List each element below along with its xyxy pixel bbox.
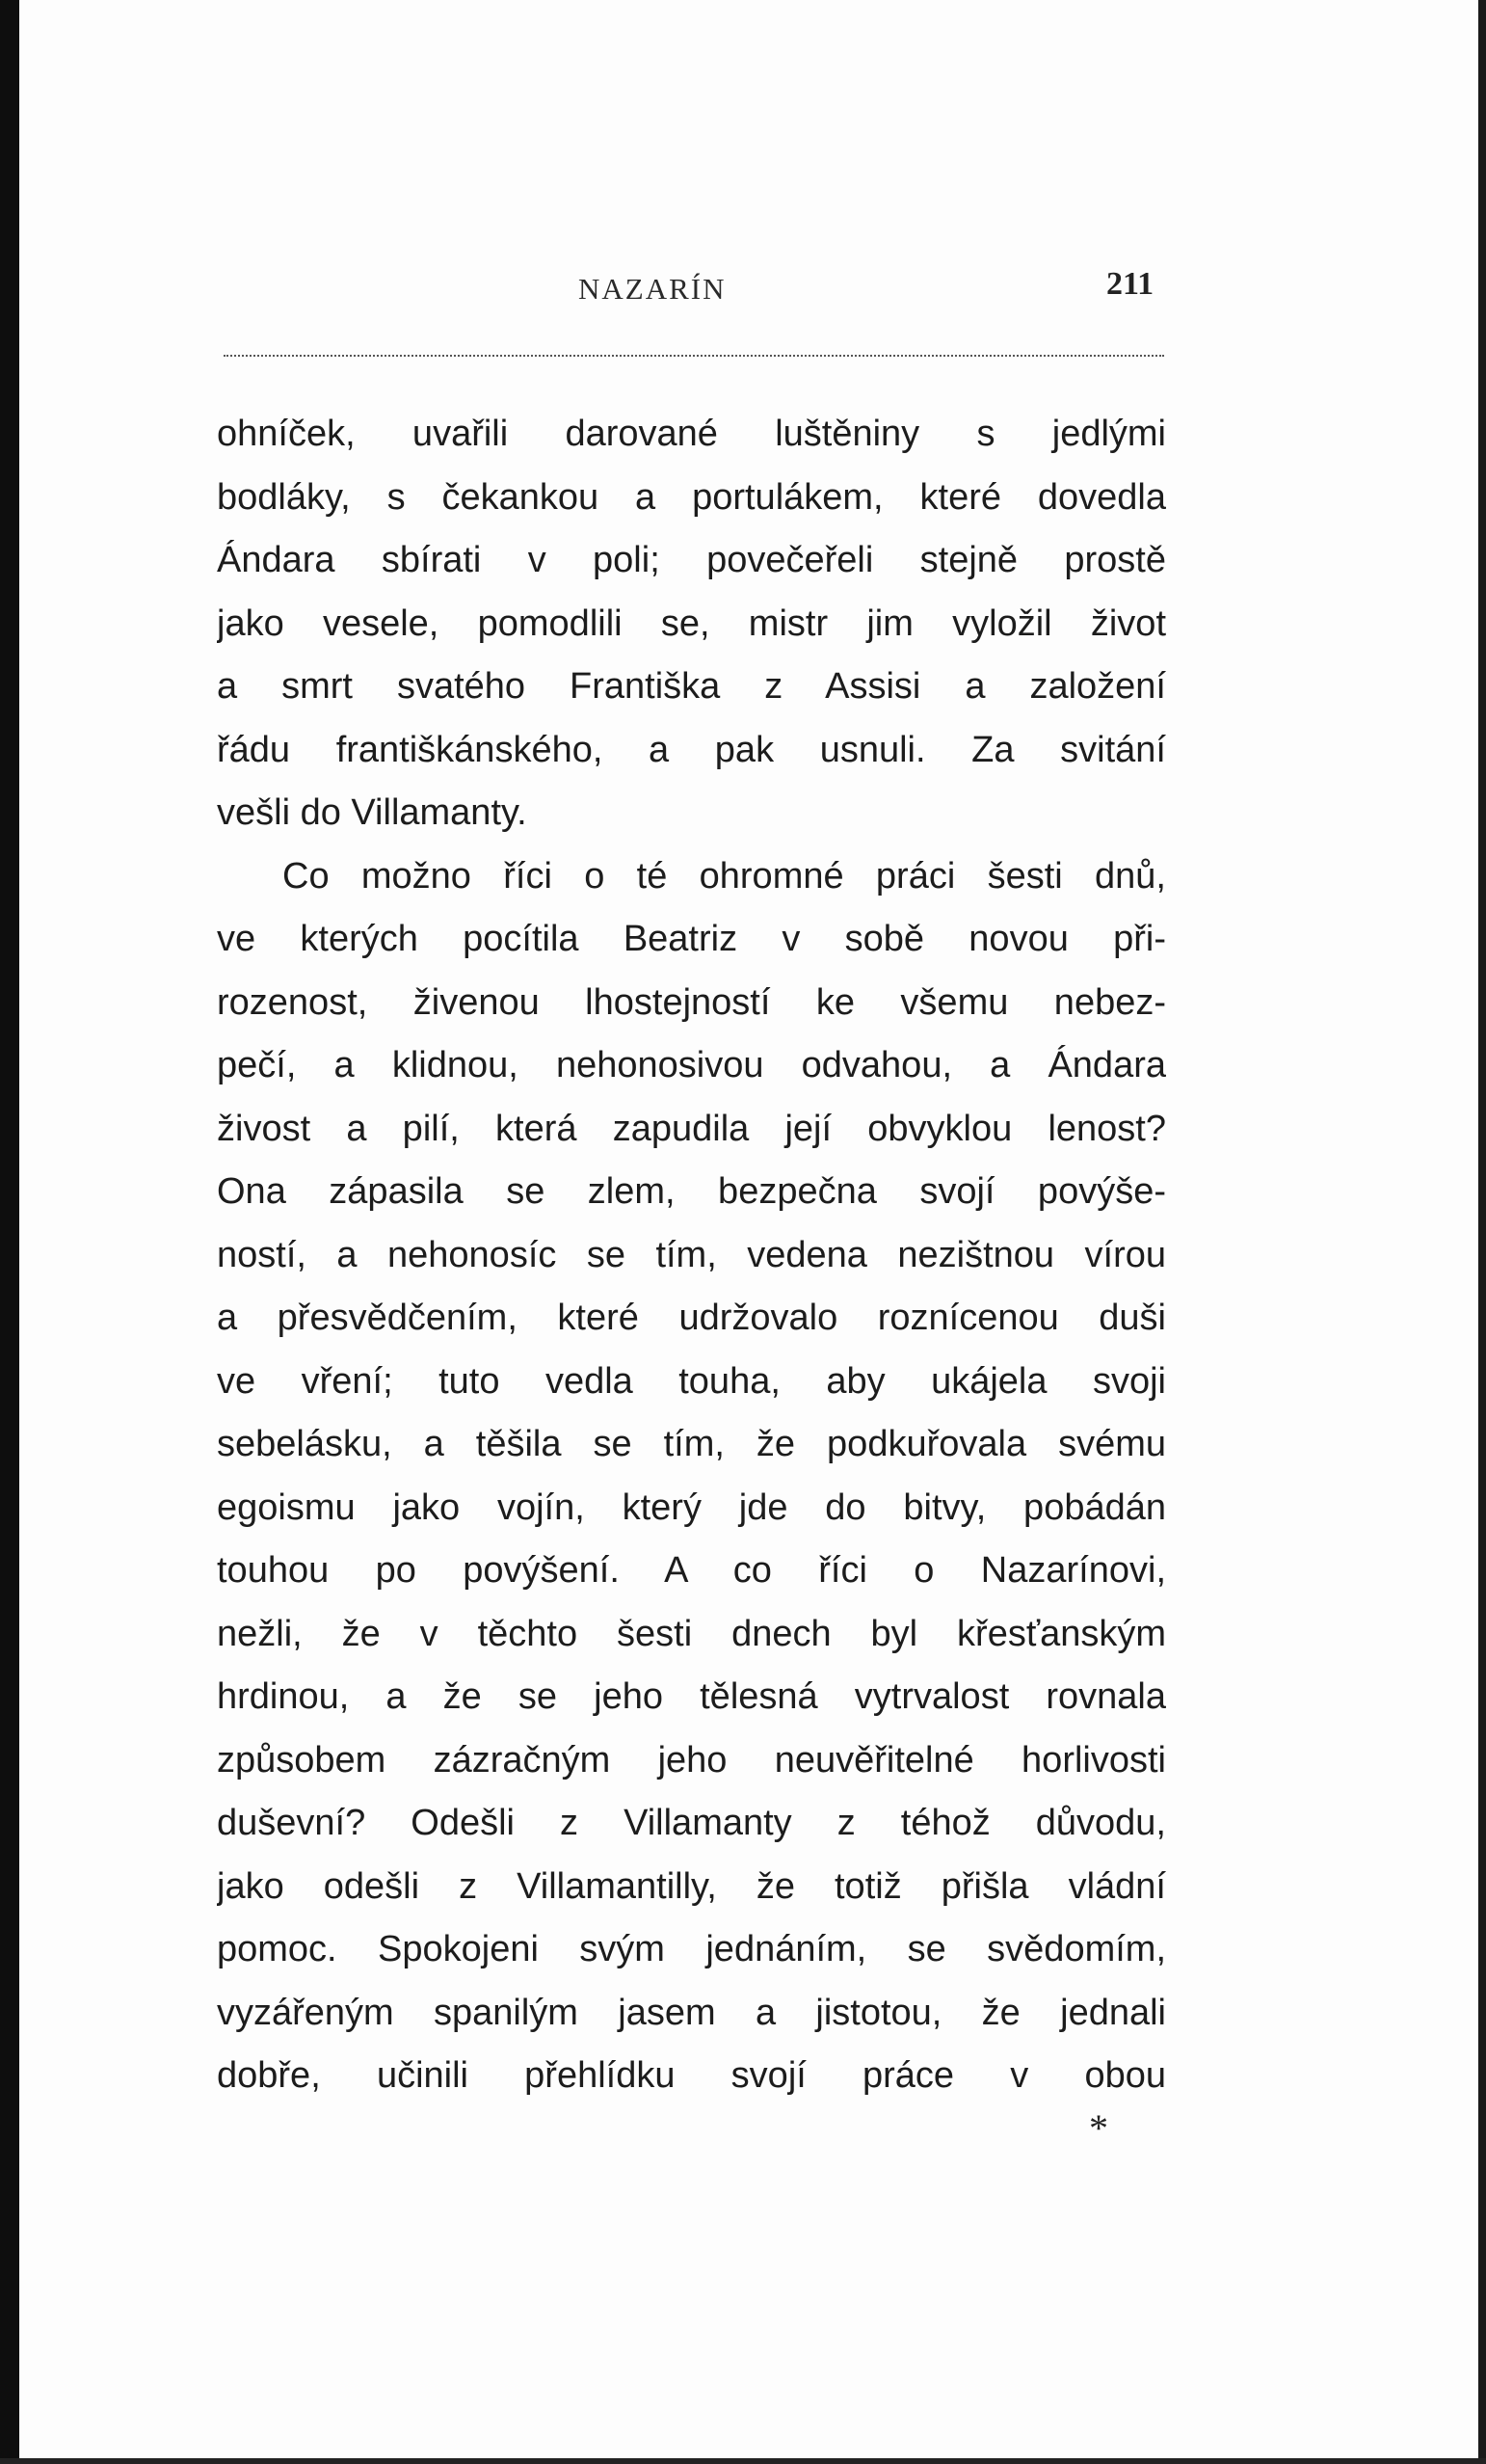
scan-left-edge — [0, 0, 19, 2464]
text-line: vyzářeným spanilým jasem a jistotou, že jednali — [217, 1992, 1166, 2033]
text-line: ve vření; tuto vedla touha, aby ukájela svoji — [217, 1360, 1166, 1402]
paragraph-2 — [217, 845, 1166, 2108]
text-line: řádu františkánského, a pak usnuli. Za svitání — [217, 729, 1166, 770]
running-title: NAZARÍN — [578, 272, 727, 306]
text-line: nežli, že v těchto šesti dnech byl křesťanským — [217, 1613, 1166, 1654]
text-line: a smrt svatého Františka z Assisi a založení — [217, 666, 1166, 707]
text-line: touhou po povýšení. A co říci o Nazarínovi, — [217, 1550, 1166, 1591]
text-line: ností, a nehonosíc se tím, vedena nezištnou vírou — [217, 1234, 1166, 1275]
text-line: ohníček, uvařili darované luštěniny s jedlými — [217, 414, 1166, 454]
text-line: duševní? Odešli z Villamanty z téhož důvodu, — [217, 1803, 1166, 1843]
scan-right-edge — [1478, 0, 1486, 2464]
text-line: Ándara sbírati v poli; povečeřeli stejně prostě — [217, 540, 1166, 580]
text-line: dobře, učinili přehlídku svojí práce v obou — [217, 2055, 1166, 2096]
text-line: pečí, a klidnou, nehonosivou odvahou, a Ándara — [217, 1045, 1166, 1085]
signature-mark: * — [1089, 2106, 1108, 2150]
text-line: vešli do Villamanty. — [217, 792, 527, 833]
text-line: Co možno říci o té ohromné práci šesti dnů, — [282, 855, 1166, 897]
text-line: pomoc. Spokojeni svým jednáním, se svědomím, — [217, 1929, 1166, 1969]
text-line: egoismu jako vojín, který jde do bitvy, pobádán — [217, 1486, 1166, 1528]
text-line: bodláky, s čekankou a portulákem, které dovedla — [217, 476, 1166, 518]
text-line: hrdinou, a že se jeho tělesná vytrvalost rovnala — [217, 1676, 1166, 1717]
header-divider — [224, 355, 1164, 357]
scan-bottom-edge — [0, 2458, 1486, 2464]
text-line: ve kterých pocítila Beatriz v sobě novou při- — [217, 919, 1166, 959]
page-number: 211 — [1106, 266, 1154, 302]
text-line: a přesvědčením, které udržovalo roznícenou duši — [217, 1298, 1166, 1338]
text-line: Ona zápasila se zlem, bezpečna svojí povýše- — [217, 1171, 1166, 1212]
text-line: jako vesele, pomodlili se, mistr jim vyložil život — [217, 603, 1166, 644]
text-line: způsobem zázračným jeho neuvěřitelné horlivosti — [217, 1739, 1166, 1781]
text-line: živost a pilí, která zapudila její obvyklou lenost? — [217, 1108, 1166, 1149]
paragraph-1 — [217, 403, 1166, 845]
text-line: rozenost, živenou lhostejností ke všemu nebez- — [217, 981, 1166, 1023]
text-line: sebelásku, a těšila se tím, že podkuřovala svému — [217, 1424, 1166, 1464]
text-line: jako odešli z Villamantilly, že totiž přišla vládní — [217, 1865, 1166, 1907]
body-text — [217, 403, 1166, 2108]
